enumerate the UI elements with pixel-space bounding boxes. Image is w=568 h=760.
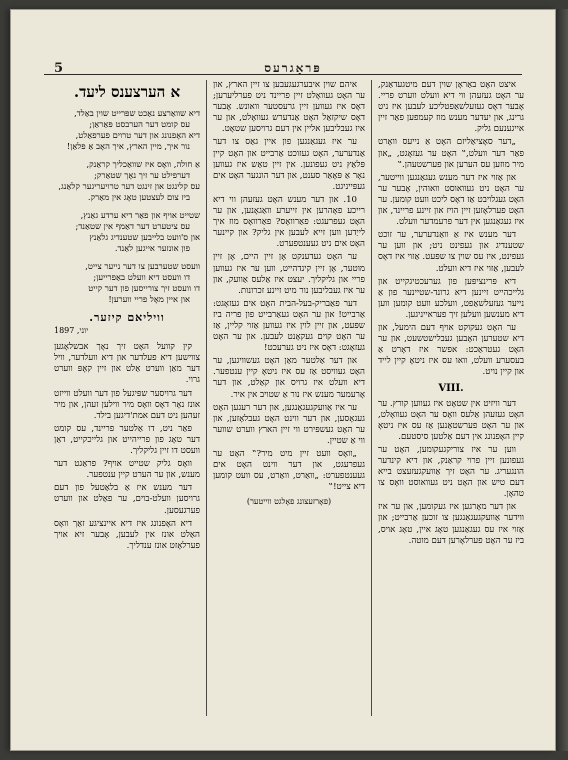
article-paragraph: „וואָס וועט זיין מיט מיר?‟ האָט ער געפרעגט, און דער ווינט האָט אים געענטפערט: „וואַרט, וואַרט, עס וועט קומען דיא צייט!‟: [213, 449, 365, 493]
poem-author: וויליאם קיזער.: [89, 311, 165, 324]
poem-line: פון אונזער אייגען לאַנד.: [114, 243, 190, 253]
article-paragraph: דיא פּרינציפּען פון גערעכטיגקייט און גלייכהייט זיינען דיא גרונד-שטיינער פון אַ נייער געזעלשאַפט, וועלכע וועט קומען ווען דיא מענשען וועלען זיך פעראייניגען.: [378, 276, 524, 320]
prose-paragraph: דער מענש איז אַ בלאַטעל פון דעם גרויסען וועלט-בוים, ער פאַלט און ווערט פערגעסען.: [54, 483, 200, 516]
article-paragraph: און דער מאָרגען איז געקומען, און ער איז ווידער אַוועקגעגאַנגען צו זוכען אַרבייט; און אַזוי איז עס געגאַנגען טאָג איין, טאָג אויס, ביז ער האָט פערלאָרען דעם מוטה.: [378, 502, 524, 546]
article-paragraph: איהם שוין איבערגעגעבען צו זיין הארץ, און ער האָט געוואָלט זיין פריינד ניט פערליערען; דאָס איז געווען זיין גרעסטער וואונש. אָבער דאָס שיקזאַל האָט אַנדערש געוואָלט, און ער איז געבליבען אליין אין דעם גרויסען שטאָט.: [213, 80, 365, 135]
poem-line: נור איך, מיין הארץ, איך האָב אַ פּלאַן!: [66, 141, 190, 151]
page-header: [54, 61, 532, 79]
poem-line: שטייט אויף און פאַר דיא ערדע גאַנץ,: [80, 210, 200, 220]
article-paragraph: „דער סאָציאַליזם האָט אַ נייעס וואָרט פאַר דער וועלט,‟ האָט ער געזאָגט, „און מיר מוזען עס הערען און פערשטעהן.‟: [378, 137, 524, 170]
poem-line: עס ציטערט דער דאַמף אין שטאַנד;: [75, 221, 190, 231]
poem-line: און ס'וועט בלייבען שטענדיג גלאַנץ: [89, 232, 200, 242]
poem-line: אַ חולה, וואָס איז שוואַכליך קראַנק,: [86, 159, 200, 169]
article-paragraph: דער מענש איז אַ וואַנדערער, ער זוכט שטענדיג און געפינט ניט; און ווען ער געפינט, איז עס שוין צו שפּעט. אַזוי איז דאָס לעבען, אַזוי איז דיא וועלט.: [378, 230, 524, 274]
continuation-note: (פאָרזעצונג פאָלגט ווייטער): [246, 497, 332, 507]
poem-line: ביז צום לעצטען טאָג אין מאַרק.: [87, 192, 190, 202]
poem-title: א הערצענס ליעד.: [73, 83, 181, 101]
poem-line: עס קלינגט און זינגט דער טרויעריגער קלאַנג,: [58, 181, 200, 191]
running-title: פּראָגרעס: [264, 61, 322, 75]
poem-line: דו וועסט זיך צורייסען פון דער קייט: [88, 283, 200, 293]
article-paragraph: ווען ער איז צוריקגעקומען, האָט ער געפונען זיין פרוי קראַנק, און דיא קינדער הונגעריג. ער האָט זיך אַוועקגעזעצט בייא דעם טיש און האָט ניט געוואוסט וואָס צו טהאָן.: [378, 444, 524, 500]
poem-stanza: [54, 159, 200, 203]
right-column: [378, 80, 524, 716]
article-paragraph: ער איז געגאַנגען פון איין גאַס צו דער אַנדערער, האָט געזוכט אַרבייט און האָט קיין פּלאַץ ניט געפונען. אין זיין טאַש איז געווען נאָר אַ פּאָאַר סענט, און דער הונגער האָט אים געפּייניגט.: [213, 137, 365, 192]
poem-line: דיא שוואַרצע נאַכט שפּרייט שוין באַלד,: [74, 108, 200, 118]
left-column: [54, 80, 200, 716]
article-paragraph: און דער אַלטער מאַן האָט געשוויגען, ער האָט געוויסט אַז עס איז ניטאָ קיין ענטפער. דיא וועלט איז גרויס און קאַלט, און דער אָרעמער מענש איז נור אַ שטויב אין איר.: [213, 356, 365, 400]
page-number: 5: [54, 61, 64, 76]
article-paragraph: ער איז אַוועקגעגאַנגען, און דער רעגען האָט געגאָסען, און דער ווינט האָט געבלאָזען, און ער האָט געשפּירט ווי זיין הארץ ווערט שווער ווי אַ שטיין.: [213, 402, 365, 446]
page-edge-shadow: [556, 9, 568, 751]
prose-paragraph: וואָס גליק שטייט אויף? פראַגט דער מענש, און ער הערט קיין ענטפער.: [54, 459, 200, 481]
section-number: VIII.: [438, 383, 464, 395]
poem-stanza: [54, 261, 200, 305]
poem-line: דיא האָפנונג און דער טרוים פערפאַלט,: [75, 130, 200, 140]
article-paragraph: ער האָט געקוקט אויף דעם הימעל, און דיא שטערען האָבען געבלישטשעט, און ער האָט געטראַכט: אפשר איז דאָרט אַ בעסערע וועלט, וואו עס איז ניטאָ קיין לייד און קיין נויט.: [378, 322, 524, 378]
poem-line: וועסט שטערבען צו דער נייער צייט,: [85, 261, 200, 271]
poem-line: דו וועסט דיא וועלט באַפרייען;: [93, 272, 190, 282]
prose-paragraph: פאַר ניט, דו אַלטער פריינד, עס קומט דער טאָג פון פרייהייט און גלייכקייט, דאַן וועסט דו זיין גליקליך.: [54, 423, 200, 457]
article-paragraph: ער האָט געדענקט אָן זיין היים, אָן זיין מוטער, אָן זיין קינדהייט, ווען ער איז געווען פריי און גליקליך. יעצט איז אַלעס אַוועק, און ער איז געבליבען נור מיט זיינע זכרונות.: [213, 252, 365, 296]
prose-paragraph: דיא האָפנונג איז דיא איינציגע זאַך וואָס האַלט אונז אין לעבען, אָבער זיא אויך פערלאָזט אונז ענדליך.: [54, 518, 200, 551]
poem-stanza: [54, 108, 200, 152]
poem-stanza: [54, 210, 200, 254]
prose-paragraph: קין קוועל האָט זיך נאָך אבשלאָגען צווישען דיא פעלדער און דיא וועלדער, וויל דער מאַן ווערט אַלט און זיין קאָפּ ווערט גרוי.: [54, 342, 200, 386]
poem-line: און איין מאָל פריי ווערען!: [108, 294, 190, 304]
article-paragraph: דער וויזיט אין שטאָט איז געווען קורץ. ער האָט געזעהן אַלעס וואָס ער האָט געוואָלט, און ער האָט פערשטאַנען אַז עס איז ניטאָ קיין האָפנונג אין דעם אַלטען סיסטעם.: [378, 398, 524, 442]
poem-line: דערפילט ער זיך נאָך שטאַרק;: [94, 170, 190, 180]
poem-line: עס קומט דער הערבסט פּאַראַן;: [89, 119, 190, 129]
header-rule: [44, 74, 522, 75]
article-paragraph: דער פאַבריק-בעל-הבית האָט אים געזאָגט: אַרבייט! און ער האָט געאַרבייט פון פריה ביז שפּעט, און זיין לוין איז געווען אַזוי קליין, אַז ער האָט קוים געקאָנט לעבען. און ער האָט געזאָגט: דאָס איז ניט גערעכט!: [213, 298, 365, 354]
prose-paragraph: דער גרויסער שפּיגעל פון דער וועלט ווייזט אונז נאָר דאָס וואָס מיר ווילען זעהן, און מיר זעהען ניט דעם אמת'דיגען בילד.: [54, 388, 200, 421]
poem-date: 1897 ,יוני: [54, 326, 89, 336]
column-divider: [371, 80, 372, 716]
article-paragraph: 10. און דער מענש האָט געזעהן ווי דיא רייכע פאָהרען אין זייערע וואַגאָנען, און ער האָט געפרעגט: פאַרוואָס? פאַרוואָס מוז איך לייַדען ווען זייא לעבען אין גליק? און קיינער האָט אים ניט געענטפערט.: [213, 194, 365, 250]
middle-column: [213, 80, 365, 716]
article-paragraph: איצט האָט באַראָן שוין דעם מיטגעדאַנק, ער האָט געזעהן ווי דיא וועלט ווערט פריי. אָבער דאָס געזעלשאַפטליכע לעבען איז ניט גרינג, און יעדער מענש מוז קעמפען פאַר זיין אייגענעם גליק.: [378, 80, 524, 135]
column-divider: [206, 80, 207, 716]
article-paragraph: און אַזוי איז דער מענש געגאַנגען ווייטער, ער האָט ניט געוואוסט וואוהין, אָבער ער האָט געגלויבט אַז דאָס ליכט וועט קומען. ער האָט פערלאָזען זיין הויז און זיינע פריינד, און איז געגאַנגען אין דער פרעמדער וועלט.: [378, 172, 524, 228]
